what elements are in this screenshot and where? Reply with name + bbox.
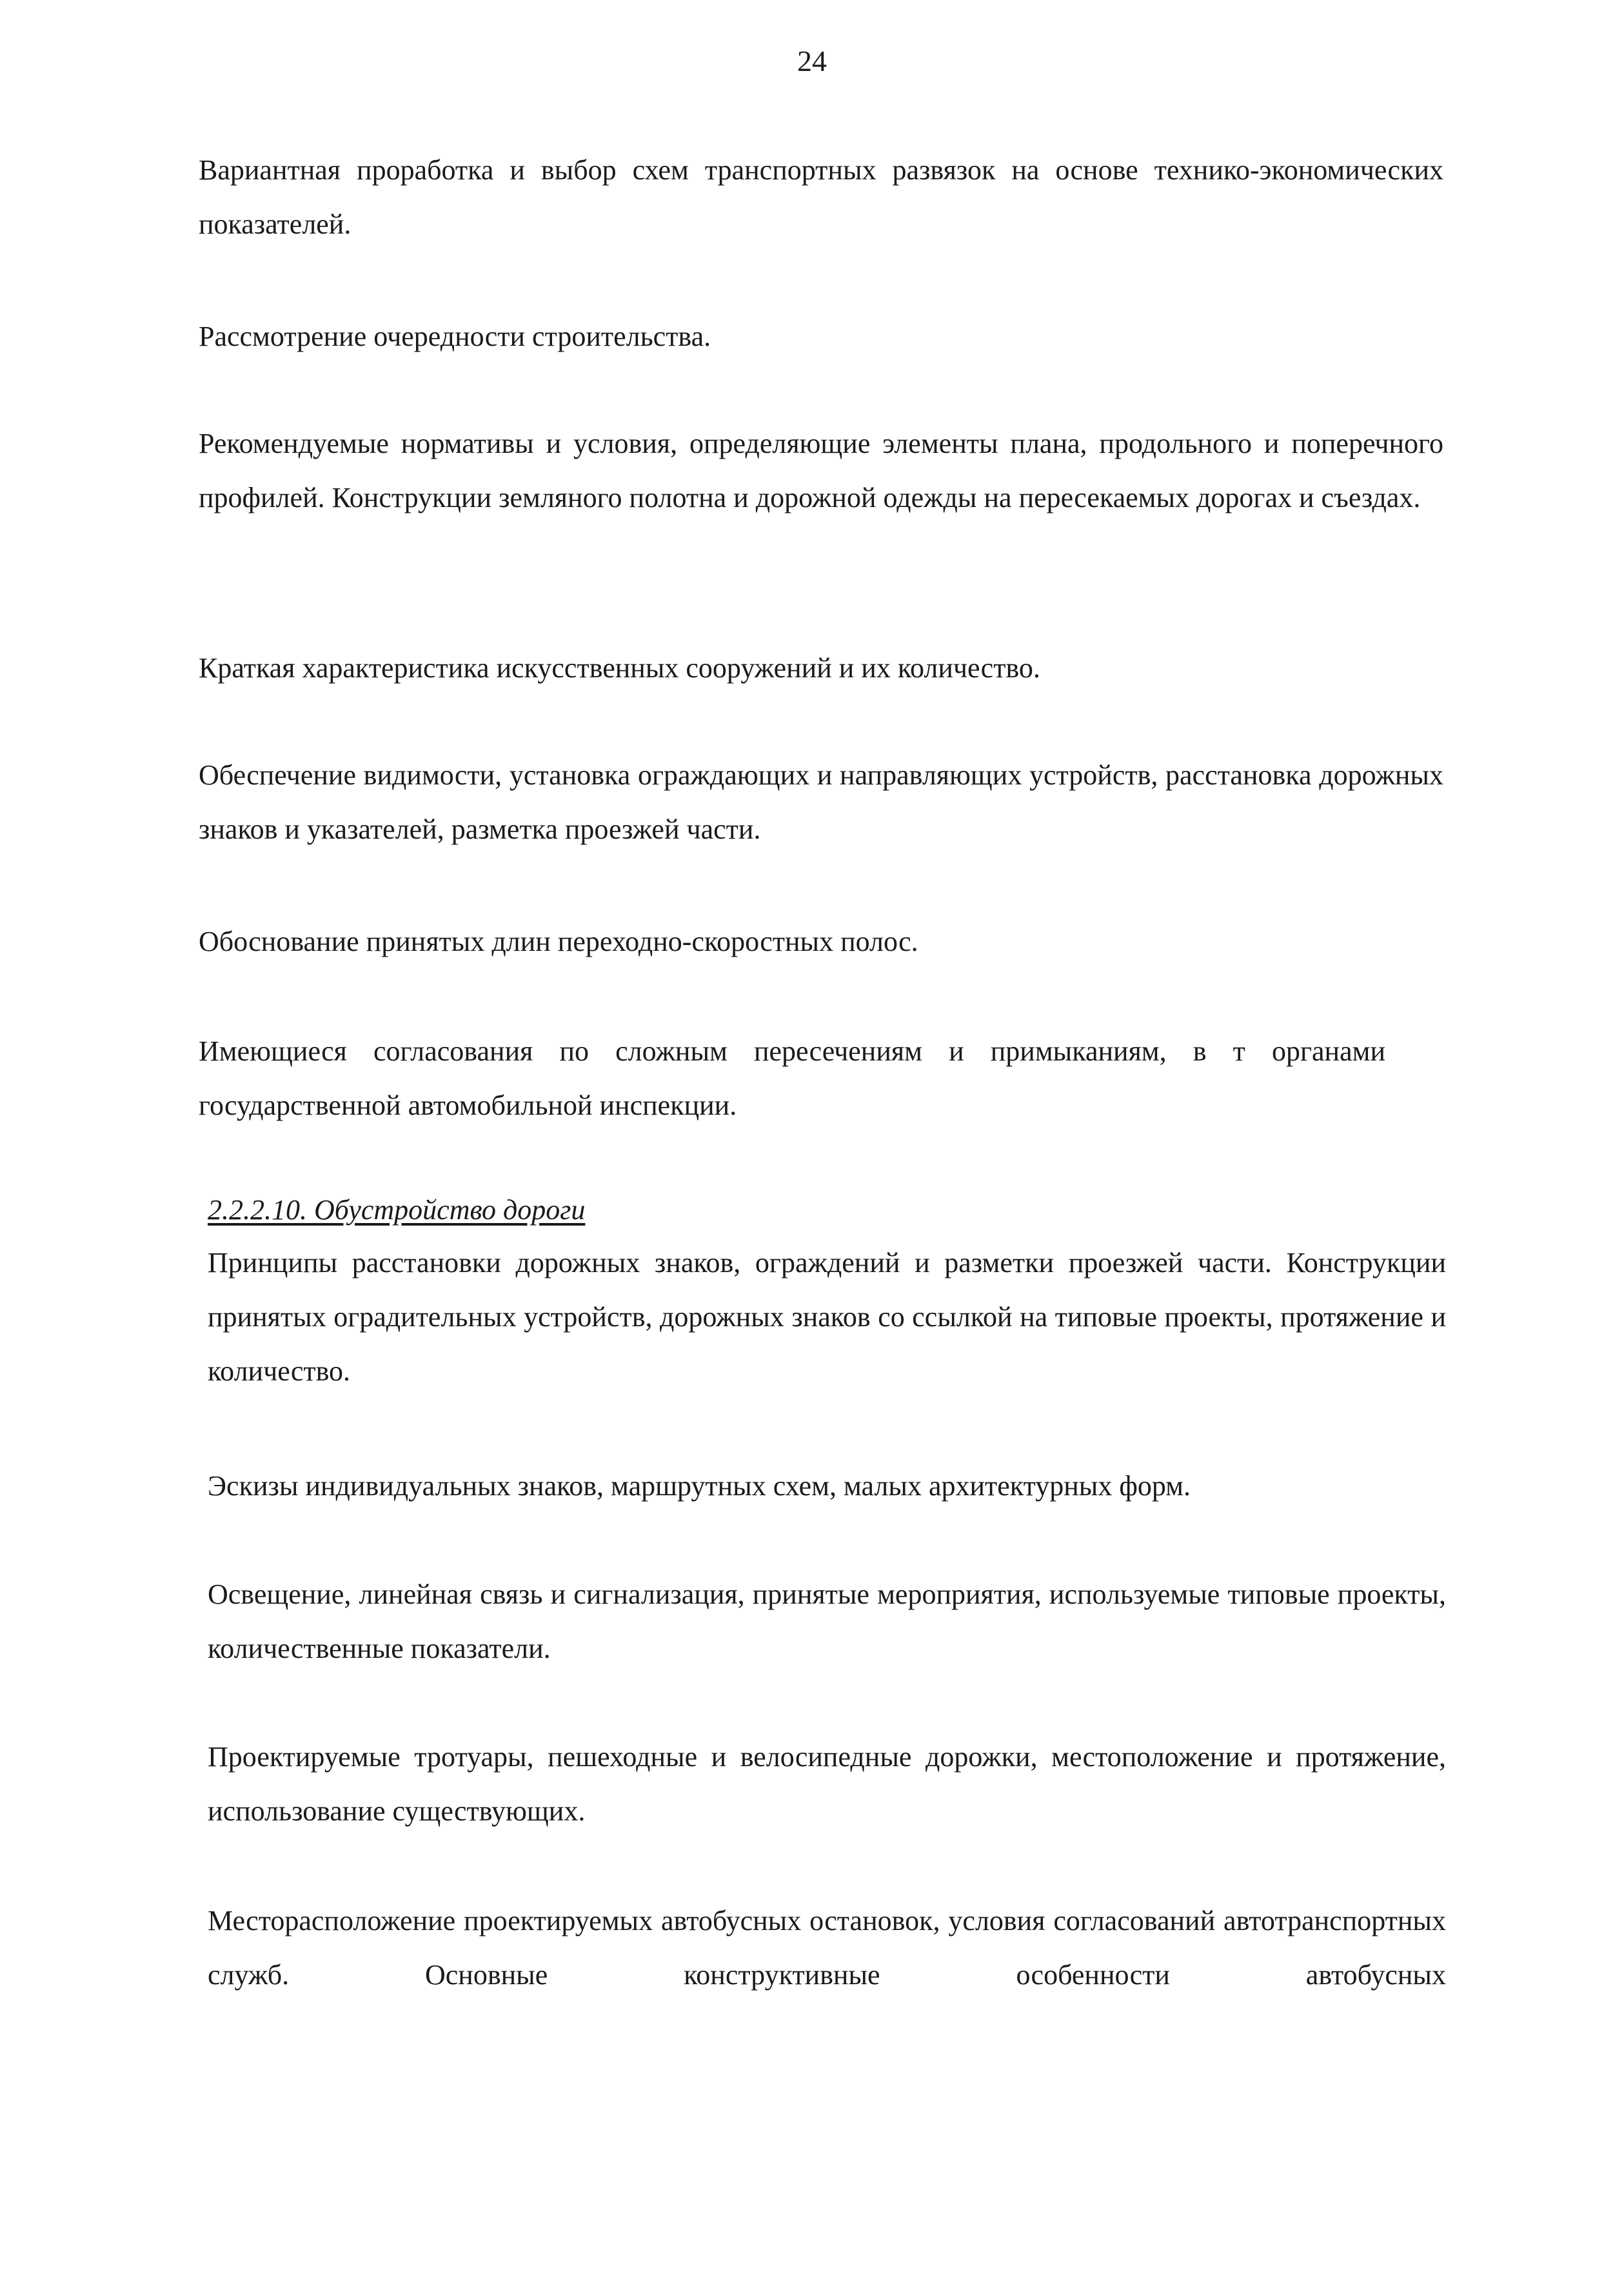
paragraph-bus-stops: Месторасположение проектируемых автобусных остановок, условия согласований автотранспортных служб. Основные конструктивные особенности автобусных — [208, 1905, 1446, 1991]
paragraph-individual-signs: Эскизы индивидуальных знаков, маршрутных схем, малых архитектурных форм. — [208, 1470, 1191, 1502]
paragraph-speed-lanes: Обоснование принятых длин переходно-скоростных полос. — [199, 926, 918, 957]
paragraph-lighting: Освещение, линейная связь и сигнализация, принятые мероприятия, используемые типовые проекты, количественные показатели. — [208, 1578, 1446, 1664]
page-number: 24 — [797, 45, 827, 77]
paragraph-artificial-structures: Краткая характеристика искусственных сооружений и их количество. — [199, 652, 1040, 684]
paragraph-interchange-options: Вариантная проработка и выбор схем транспортных развязок на основе технико-экономических показателей. — [199, 154, 1443, 240]
paragraph-approvals: Имеющиеся согласования по сложным пересечениям и примыканиям, в т органами государственной автомобильной инспекции. — [199, 1035, 1385, 1121]
paragraph-sidewalks: Проектируемые тротуары, пешеходные и велосипедные дорожки, местоположение и протяжение, использование существующих. — [208, 1741, 1446, 1827]
paragraph-recommended-norms: Рекомендуемые нормативы и условия, определяющие элементы плана, продольного и поперечного профилей. Конструкции земляного полотна и дорожной одежды на пересекаемых дорогах и съездах. — [199, 428, 1443, 513]
section-heading: 2.2.2.10. Обустройство дороги — [208, 1194, 586, 1226]
paragraph-visibility-signs: Обеспечение видимости, установка ограждающих и направляющих устройств, расстановка дорожных знаков и указателей, разметка проезжей части. — [199, 759, 1443, 845]
paragraph-construction-sequence: Рассмотрение очередности строительства. — [199, 321, 711, 352]
paragraph-signs-principles: Принципы расстановки дорожных знаков, ограждений и разметки проезжей части. Конструкции принятых оградительных устройств, дорожных знаков со ссылкой на типовые проекты, протяжение и количество. — [208, 1247, 1446, 1387]
